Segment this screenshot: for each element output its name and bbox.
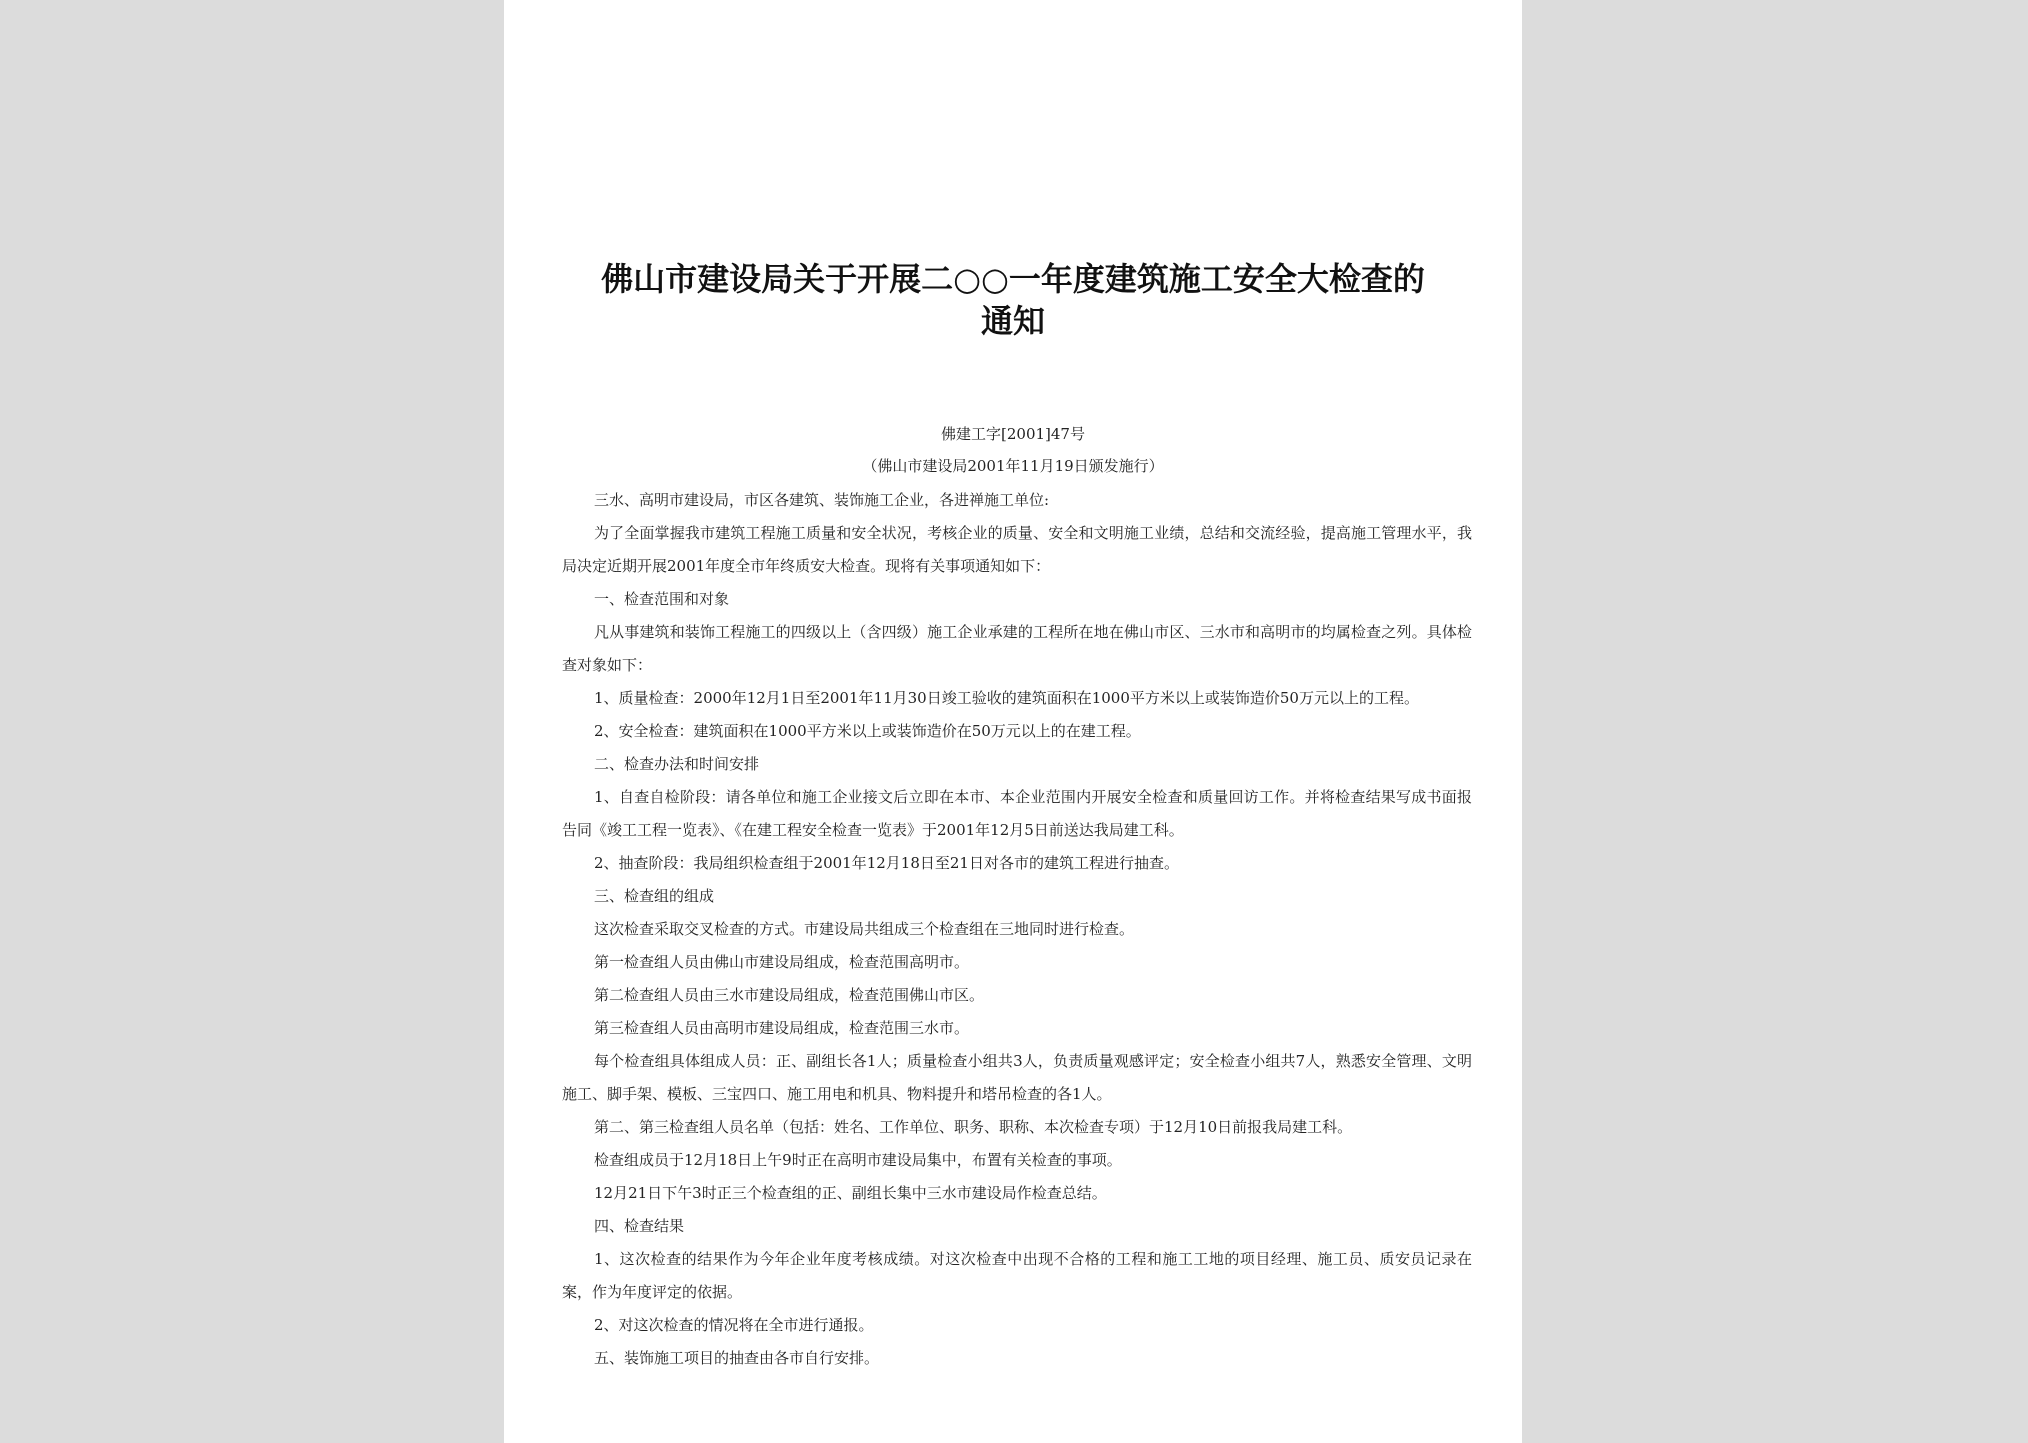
list-item: 1、这次检查的结果作为今年企业年度考核成绩。对这次检查中出现不合格的工程和施工工地的项目经理、施工员、质安员记录在案，作为年度评定的依据。 — [562, 1250, 1472, 1301]
section-heading: 三、检查组的组成 — [594, 887, 715, 905]
section-heading: 二、检查办法和时间安排 — [594, 755, 760, 773]
list-item: 2、抽查阶段：我局组织检查组于2001年12月18日至21日对各市的建筑工程进行抽查。 — [594, 854, 1179, 872]
document-title: 佛山市建设局关于开展二○○一年度建筑施工安全大检查的通知 — [601, 260, 1425, 340]
paragraph: 为了全面掌握我市建筑工程施工质量和安全状况，考核企业的质量、安全和文明施工业绩，总结和交流经验，提高施工管理水平，我局决定近期开展2001年度全市年终质安大检查。现将有关事项通知如下： — [562, 524, 1472, 575]
paragraph: 第三检查组人员由高明市建设局组成，检查范围三水市。 — [594, 1019, 970, 1037]
list-item: 2、安全检查：建筑面积在1000平方米以上或装饰造价在50万元以上的在建工程。 — [594, 722, 1141, 740]
list-item: 1、质量检查：2000年12月1日至2001年11月30日竣工验收的建筑面积在1000平方米以上或装饰造价50万元以上的工程。 — [594, 689, 1419, 707]
list-item: 2、对这次检查的情况将在全市进行通报。 — [594, 1316, 874, 1334]
paragraph: 第一检查组人员由佛山市建设局组成，检查范围高明市。 — [594, 953, 970, 971]
section-heading: 一、检查范围和对象 — [594, 590, 730, 608]
paragraph: 第二、第三检查组人员名单（包括：姓名、工作单位、职务、职称、本次检查专项）于12月10日前报我局建工科。 — [594, 1118, 1353, 1136]
paragraph: 三水、高明市建设局，市区各建筑、装饰施工企业，各进禅施工单位: — [594, 491, 1050, 509]
section-heading: 四、检查结果 — [594, 1217, 685, 1235]
paragraph: 这次检查采取交叉检查的方式。市建设局共组成三个检查组在三地同时进行检查。 — [594, 920, 1135, 938]
issue-date-note: （佛山市建设局2001年11月19日颁发施行） — [862, 457, 1164, 475]
paragraph: 每个检查组具体组成人员：正、副组长各1人；质量检查小组共3人，负责质量观感评定；安全检查小组共7人，熟悉安全管理、文明施工、脚手架、模板、三宝四口、施工用电和机具、物料提升和塔吊检查的各1人。 — [562, 1052, 1472, 1103]
paragraph: 第二检查组人员由三水市建设局组成，检查范围佛山市区。 — [594, 986, 985, 1004]
document-body — [562, 484, 1472, 1375]
document-page — [504, 0, 1522, 1443]
list-item: 1、自查自检阶段：请各单位和施工企业接文后立即在本市、本企业范围内开展安全检查和质量回访工作。并将检查结果写成书面报告同《竣工工程一览表》、《在建工程安全检查一览表》于2001年12月5日前送达我局建工科。 — [562, 788, 1472, 839]
paragraph: 检查组成员于12月18日上午9时正在高明市建设局集中，布置有关检查的事项。 — [594, 1151, 1122, 1169]
paragraph: 12月21日下午3时正三个检查组的正、副组长集中三水市建设局作检查总结。 — [594, 1184, 1107, 1202]
paragraph: 凡从事建筑和装饰工程施工的四级以上（含四级）施工企业承建的工程所在地在佛山市区、三水市和高明市的均属检查之列。具体检查对象如下： — [562, 623, 1472, 674]
section-heading: 五、装饰施工项目的抽查由各市自行安排。 — [594, 1349, 880, 1367]
document-number: 佛建工字[2001]47号 — [941, 425, 1085, 443]
